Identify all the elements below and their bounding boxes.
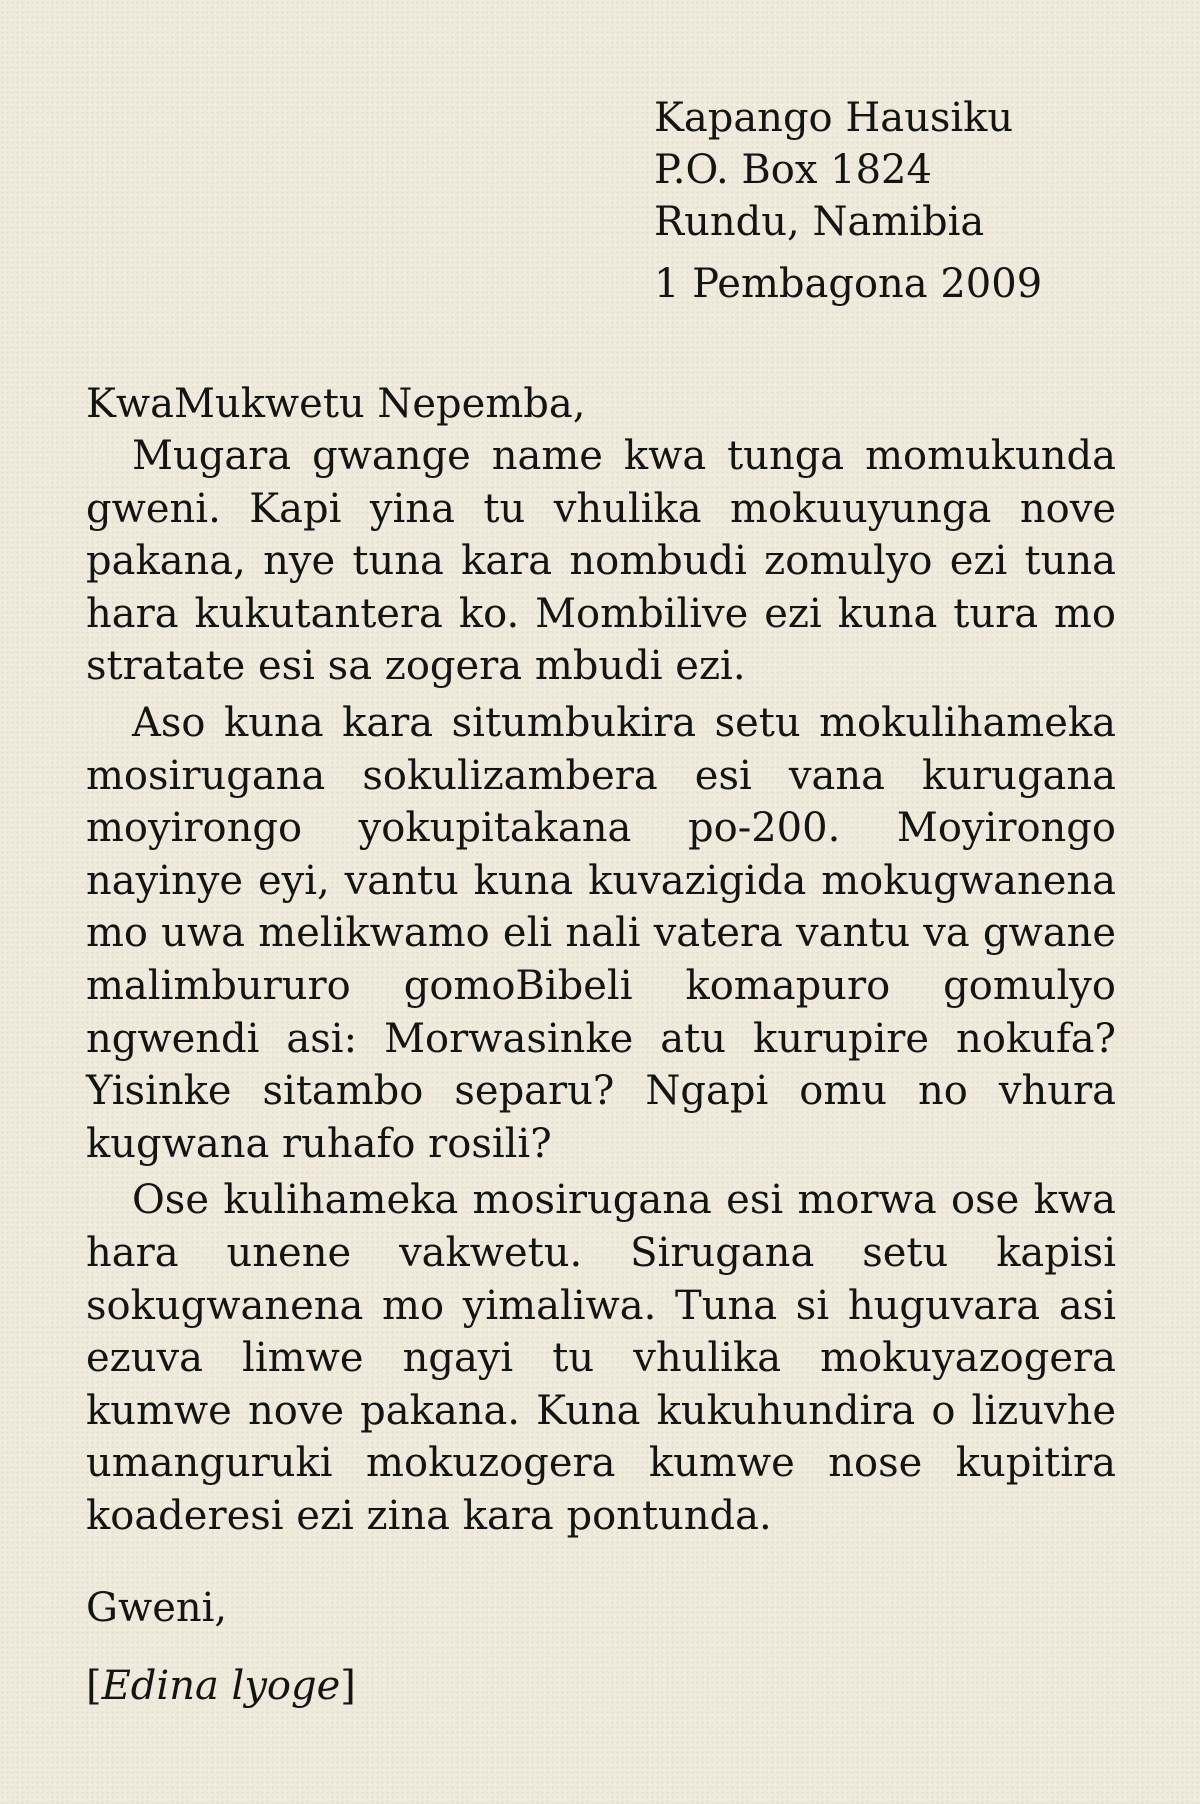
salutation: KwaMukwetu Nepemba, <box>86 381 586 427</box>
letter <box>86 92 1116 1712</box>
signature-open-bracket: [ <box>86 1663 102 1710</box>
signature-name: Edina lyoge <box>101 1663 341 1710</box>
body-paragraph-3: Ose kulihameka mosirugana esi morwa ose kwa hara unene vakwetu. Sirugana setu kapisi sokugwanena mo yimaliwa. Tuna si huguvara asi ezuva limwe ngayi tu vhulika mokuyazogera kumwe nove pakana. Kuna kukuhundira o lizuvhe umanguruki mokuzogera kumwe nose kupitira koaderesi ezi zina kara pontunda. <box>86 1177 1116 1539</box>
sender-city: Rundu, Namibia <box>654 199 985 245</box>
signature-close-bracket: ] <box>340 1663 356 1710</box>
signature <box>86 1660 1116 1712</box>
sender-po-box: P.O. Box 1824 <box>654 147 932 193</box>
letter-body <box>86 430 1116 1542</box>
sender-address <box>654 92 1116 310</box>
closing: Gweni, <box>86 1585 228 1632</box>
body-paragraph-1: Mugara gwange name kwa tunga momukunda gweni. Kapi yina tu vhulika mokuuyunga nove pakana, nye tuna kara nombudi zomulyo ezi tuna hara kukutantera ko. Mombilive ezi kuna tura mo stratate esi sa zogera mbudi ezi. <box>86 433 1116 690</box>
sender-name: Kapango Hausiku <box>654 95 1014 141</box>
body-paragraph-2: Aso kuna kara situmbukira setu mokulihameka mosirugana sokulizambera esi vana kurugana moyirongo yokupitakana po-200. Moyirongo nayinye eyi, vantu kuna kuvazigida mokugwanena mo uwa melikwamo eli nali vatera vantu va gwane malimbururo gomoBibeli komapuro gomulyo ngwendi asi: Morwasinke atu kurupire nokufa? Yisinke sitambo separu? Ngapi omu no vhura kugwana ruhafo rosili? <box>86 699 1116 1167</box>
letter-date: 1 Pembagona 2009 <box>654 261 1043 307</box>
